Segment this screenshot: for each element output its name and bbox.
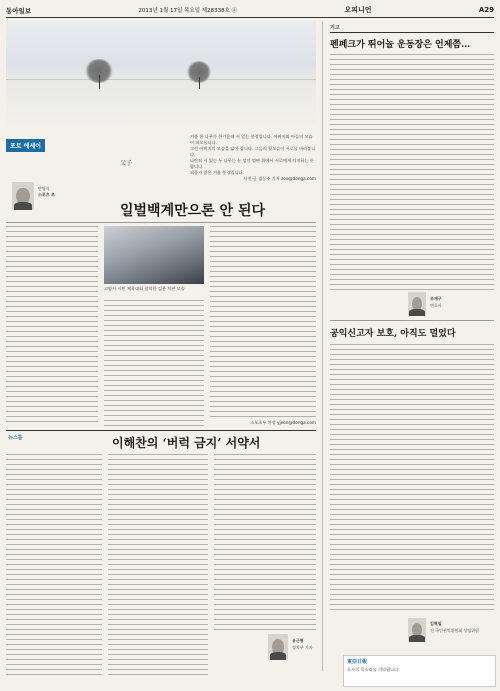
newsroom-author-role: 정치부 기자 [292, 645, 313, 650]
column-byline: 스포츠부 차장 yjeon@donga.com [250, 420, 316, 425]
contrib-author: 조재구 [430, 296, 442, 301]
contrib-kicker: 기고 [330, 25, 340, 31]
contrib-headline: 펜페크가 뛰어놀 운동장은 언제쯤… [330, 40, 471, 50]
contrib2-headline: 공익신고자 보호, 아직도 멀었다 [330, 329, 456, 339]
newsroom-headline: 이해찬의 ‘버럭 금지’ 서약서 [112, 436, 261, 450]
column-kicker: 반영식 [38, 186, 50, 191]
contrib-text [330, 54, 494, 290]
newsroom-author-photo [268, 634, 288, 660]
section-rule [6, 430, 316, 431]
newsroom-text-1 [6, 454, 102, 676]
contrib2-author: 김혁일 [430, 621, 442, 626]
column-text-1 [6, 226, 98, 426]
footer-box [343, 655, 496, 687]
footer-note: 독자의 목소리를 기다립니다 [347, 667, 399, 672]
photo-essay-caption: 겨울 한 나무가 한가운데 서 있는 풍경입니다. 아버지와 아들의 모습이 떠오릅니다. 그런 아버지의 모습을 닮아 갑니다. 그들의 뒷모습이 서로를 바라봅니다. 나란히 서 있는 두 나무는 눈 덮인 벌판 위에서 서로에게 의지하는 듯합니다. 외롭지 않은 겨울 풍경입니다. 사진·글 김동주 기자 zoo@donga.com [190, 134, 316, 181]
issue-date: 2013년 1월 17일 목요일 제28338호 ⓐ [138, 8, 238, 14]
contrib-author-photo [408, 292, 426, 316]
section-title: 오피니언 [344, 5, 372, 14]
photo-essay-subject: 父子 [120, 160, 133, 167]
photo-essay-image [6, 21, 316, 129]
tree-left [84, 51, 114, 89]
column-text-3 [210, 226, 316, 420]
newsroom-author: 유근형 [292, 638, 304, 643]
contrib2-author-role: 전 국민권익위원회 상임위원 [430, 628, 479, 633]
contrib2-author-photo [408, 618, 426, 642]
contrib2-text [330, 344, 494, 614]
contrib-author-role: 변호사 [430, 303, 442, 308]
column-rule [6, 222, 316, 223]
column-headline: 일벌백계만으론 안 된다 [120, 203, 265, 219]
page-number: A29 [478, 6, 494, 14]
author-photo [12, 182, 34, 210]
page-header [6, 4, 494, 16]
newsroom-text-3 [214, 454, 316, 630]
column-photo-caption: 고양시 시민 체육대회 참석한 김용 차관 모습 [104, 286, 185, 291]
newspaper-logo: 동아일보 [6, 6, 32, 15]
column-photo [104, 226, 204, 284]
newsroom-text-2 [108, 454, 208, 676]
horizon-line [6, 79, 316, 80]
column-divider [322, 21, 323, 671]
footer-title: 東亞日報 [347, 659, 368, 665]
header-rule [6, 17, 494, 18]
column-text-2 [104, 300, 204, 426]
photo-essay-tag: 포토 에세이 [6, 133, 66, 149]
column-author: 스포츠 초 [38, 192, 55, 197]
tree-right [186, 55, 212, 89]
newsroom-kicker: 뉴스룸 [8, 435, 23, 441]
